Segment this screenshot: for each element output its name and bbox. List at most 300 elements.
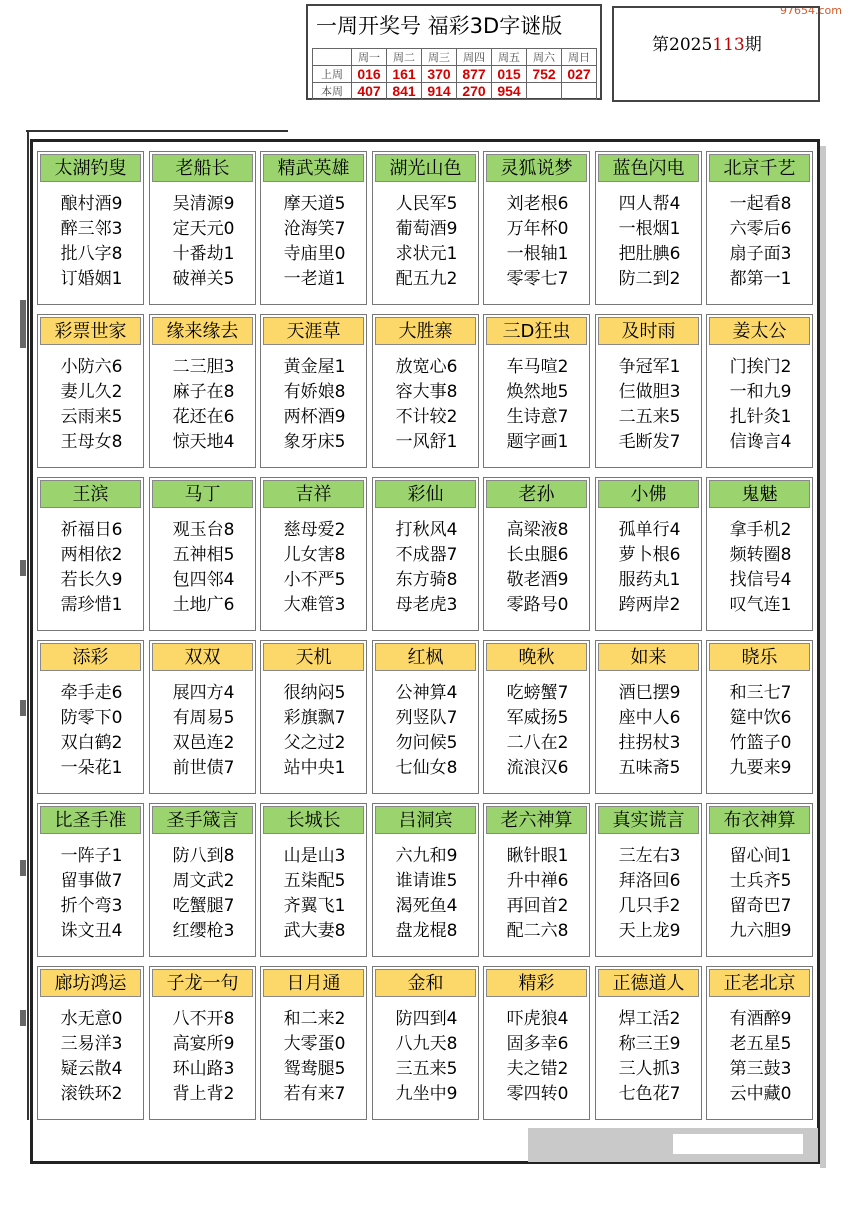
riddle-card [706, 803, 813, 957]
this-week-label: 本周 [313, 83, 352, 100]
riddle-line: 三易洋3 [60, 1034, 123, 1054]
riddle-card [706, 151, 813, 305]
riddle-line: 一和九9 [729, 382, 792, 402]
riddle-line: 盘龙棍8 [395, 921, 458, 941]
riddle-line: 水无意0 [60, 1009, 123, 1029]
riddle-card [260, 477, 367, 631]
card-title: 湖光山色 [375, 154, 476, 182]
riddle-card [595, 803, 702, 957]
riddle-line: 筵中饮6 [729, 708, 792, 728]
riddle-line: 叹气连1 [729, 595, 792, 615]
riddle-line: 一朵花1 [60, 758, 123, 778]
riddle-line: 频转圈8 [729, 545, 792, 565]
riddle-line: 妻儿久2 [60, 382, 123, 402]
draw-number: 027 [562, 66, 597, 83]
riddle-line: 诛文丑4 [60, 921, 123, 941]
card-title: 长城长 [263, 806, 364, 834]
riddle-line: 大零蛋0 [283, 1034, 346, 1054]
riddle-line: 配五九2 [395, 269, 458, 289]
riddle-card [149, 640, 256, 794]
riddle-line: 周文武2 [172, 871, 235, 891]
card-title: 太湖钓叟 [40, 154, 141, 182]
riddle-line: 座中人6 [618, 708, 681, 728]
riddle-line: 八九天8 [395, 1034, 458, 1054]
card-title: 圣手箴言 [152, 806, 253, 834]
card-title: 子龙一句 [152, 969, 253, 997]
riddle-line: 二三胆3 [172, 357, 235, 377]
draw-number: 270 [457, 83, 492, 100]
riddle-card [372, 966, 479, 1120]
draw-number: 370 [422, 66, 457, 83]
card-title: 金和 [375, 969, 476, 997]
site-watermark: 97654.com [780, 4, 842, 17]
draw-number: 016 [352, 66, 387, 83]
riddle-line: 很纳闷5 [283, 683, 346, 703]
riddle-line: 六零后6 [729, 219, 792, 239]
last-week-row [313, 66, 597, 83]
riddle-line: 一风舒1 [395, 432, 458, 452]
riddle-line: 吴清源9 [172, 194, 235, 214]
day-header: 周一 [352, 49, 387, 66]
riddle-line: 士兵齐5 [729, 871, 792, 891]
riddle-card [483, 314, 590, 468]
card-lines [150, 844, 257, 944]
card-title: 大胜寨 [375, 317, 476, 345]
day-header: 周五 [492, 49, 527, 66]
riddle-line: 慈母爱2 [283, 520, 346, 540]
card-lines [373, 518, 480, 618]
card-title: 及时雨 [598, 317, 699, 345]
riddle-line: 流浪汉6 [506, 758, 569, 778]
riddle-line: 公神算4 [395, 683, 458, 703]
riddle-line: 摩天道5 [283, 194, 346, 214]
riddle-card [706, 640, 813, 794]
card-title: 北京千艺 [709, 154, 810, 182]
card-lines [484, 1007, 591, 1107]
card-lines [261, 192, 368, 292]
riddle-line: 拿手机2 [729, 520, 792, 540]
riddle-line: 五柒配5 [283, 871, 346, 891]
riddle-line: 寺庙里0 [283, 244, 346, 264]
riddle-line: 祈福日6 [60, 520, 123, 540]
card-lines [373, 355, 480, 455]
riddle-line: 观玉台8 [172, 520, 235, 540]
riddle-line: 彩旗飘7 [283, 708, 346, 728]
card-lines [38, 681, 145, 781]
riddle-line: 包四邻4 [172, 570, 235, 590]
riddle-card [149, 966, 256, 1120]
riddle-card [260, 151, 367, 305]
riddle-line: 父之过2 [283, 733, 346, 753]
card-title: 吉祥 [263, 480, 364, 508]
card-title: 晓乐 [709, 643, 810, 671]
card-lines [484, 518, 591, 618]
riddle-card [260, 640, 367, 794]
riddle-line: 把肚腆6 [618, 244, 681, 264]
draw-number [527, 83, 562, 100]
riddle-line: 信谗言4 [729, 432, 792, 452]
day-header: 周六 [527, 49, 562, 66]
riddle-card [595, 151, 702, 305]
period-number: 113 [712, 35, 745, 55]
riddle-line: 七色花7 [618, 1084, 681, 1104]
riddle-line: 有娇娘8 [283, 382, 346, 402]
riddle-line: 留事做7 [60, 871, 123, 891]
riddle-line: 再回首2 [506, 896, 569, 916]
riddle-line: 求状元1 [395, 244, 458, 264]
riddle-line: 若长久9 [60, 570, 123, 590]
riddle-line: 有周易5 [172, 708, 235, 728]
riddle-line: 勿问候5 [395, 733, 458, 753]
riddle-line: 东方骑8 [395, 570, 458, 590]
footer-blank [673, 1134, 803, 1154]
card-lines [150, 518, 257, 618]
card-lines [484, 192, 591, 292]
riddle-card [149, 803, 256, 957]
riddle-line: 夫之错2 [506, 1059, 569, 1079]
frame-shadow [820, 146, 826, 1168]
card-title: 真实谎言 [598, 806, 699, 834]
riddle-line: 二五来5 [618, 407, 681, 427]
riddle-line: 高梁液8 [506, 520, 569, 540]
riddle-line: 三左右3 [618, 846, 681, 866]
card-title: 姜太公 [709, 317, 810, 345]
card-lines [150, 192, 257, 292]
card-lines [261, 1007, 368, 1107]
card-lines [707, 192, 814, 292]
card-lines [596, 1007, 703, 1107]
riddle-line: 一老道1 [283, 269, 346, 289]
card-lines [484, 355, 591, 455]
riddle-line: 背上背2 [172, 1084, 235, 1104]
riddle-line: 零路号0 [506, 595, 569, 615]
draw-number: 161 [387, 66, 422, 83]
riddle-card [372, 640, 479, 794]
riddle-line: 留心间1 [729, 846, 792, 866]
riddle-line: 前世债7 [172, 758, 235, 778]
top-divider [26, 130, 288, 132]
riddle-line: 固多幸6 [506, 1034, 569, 1054]
riddle-line: 疑云散4 [60, 1059, 123, 1079]
card-lines [707, 518, 814, 618]
day-header: 周日 [562, 49, 597, 66]
riddle-line: 升中禅6 [506, 871, 569, 891]
riddle-card [706, 966, 813, 1120]
riddle-line: 题字画1 [506, 432, 569, 452]
card-lines [596, 681, 703, 781]
card-title: 布衣神算 [709, 806, 810, 834]
riddle-line: 云中藏0 [729, 1084, 792, 1104]
card-lines [373, 1007, 480, 1107]
card-lines [150, 681, 257, 781]
riddle-line: 两杯酒9 [283, 407, 346, 427]
draw-number: 752 [527, 66, 562, 83]
corner-cell [313, 49, 352, 66]
riddle-card [37, 314, 144, 468]
card-title: 天机 [263, 643, 364, 671]
day-header: 周三 [422, 49, 457, 66]
riddle-line: 麻子在8 [172, 382, 235, 402]
riddle-line: 放宽心6 [395, 357, 458, 377]
riddle-line: 小不严5 [283, 570, 346, 590]
riddle-card [706, 314, 813, 468]
riddle-line: 打秋风4 [395, 520, 458, 540]
card-lines [373, 681, 480, 781]
riddle-line: 仨做胆3 [618, 382, 681, 402]
riddle-line: 齐翼飞1 [283, 896, 346, 916]
header-title: 一周开奖号 福彩3D字谜版 [316, 14, 563, 38]
riddle-line: 防二到2 [618, 269, 681, 289]
draw-number: 914 [422, 83, 457, 100]
card-title: 老六神算 [486, 806, 587, 834]
left-edge-line [27, 130, 29, 1120]
riddle-line: 不成器7 [395, 545, 458, 565]
riddle-line: 服药丸1 [618, 570, 681, 590]
riddle-line: 吓虎狼4 [506, 1009, 569, 1029]
riddle-line: 五神相5 [172, 545, 235, 565]
edge-tick [20, 860, 26, 876]
riddle-line: 批八字8 [60, 244, 123, 264]
riddle-line: 滚铁环2 [60, 1084, 123, 1104]
draw-number: 877 [457, 66, 492, 83]
riddle-line: 九坐中9 [395, 1084, 458, 1104]
riddle-line: 留奇巴7 [729, 896, 792, 916]
card-lines [261, 844, 368, 944]
riddle-line: 有酒醉9 [729, 1009, 792, 1029]
card-title: 正老北京 [709, 969, 810, 997]
riddle-line: 六九和9 [395, 846, 458, 866]
riddle-line: 一根轴1 [506, 244, 569, 264]
riddle-card [37, 151, 144, 305]
riddle-line: 拜洛回6 [618, 871, 681, 891]
riddle-line: 竹篮子0 [729, 733, 792, 753]
riddle-line: 瞅针眼1 [506, 846, 569, 866]
riddle-line: 云雨来5 [60, 407, 123, 427]
riddle-line: 牵手走6 [60, 683, 123, 703]
riddle-line: 吃蟹腿7 [172, 896, 235, 916]
card-title: 精武英雄 [263, 154, 364, 182]
riddle-line: 防零下0 [60, 708, 123, 728]
riddle-line: 母老虎3 [395, 595, 458, 615]
riddle-line: 若有来7 [283, 1084, 346, 1104]
riddle-line: 敬老酒9 [506, 570, 569, 590]
card-title: 红枫 [375, 643, 476, 671]
card-lines [707, 1007, 814, 1107]
riddle-line: 找信号4 [729, 570, 792, 590]
card-title: 老船长 [152, 154, 253, 182]
riddle-line: 三五来5 [395, 1059, 458, 1079]
riddle-line: 长虫腿6 [506, 545, 569, 565]
card-title: 吕洞宾 [375, 806, 476, 834]
draw-number: 407 [352, 83, 387, 100]
card-lines [150, 1007, 257, 1107]
card-lines [484, 681, 591, 781]
card-lines [596, 518, 703, 618]
card-lines [38, 192, 145, 292]
riddle-line: 破禅关5 [172, 269, 235, 289]
riddle-line: 一根烟1 [618, 219, 681, 239]
card-title: 如来 [598, 643, 699, 671]
card-title: 日月通 [263, 969, 364, 997]
day-header: 周四 [457, 49, 492, 66]
period-box [612, 6, 820, 102]
riddle-line: 一阵子1 [60, 846, 123, 866]
card-lines [707, 355, 814, 455]
riddle-line: 老五星5 [729, 1034, 792, 1054]
card-title: 廊坊鸿运 [40, 969, 141, 997]
card-title: 三D狂虫 [486, 317, 587, 345]
draw-number [562, 83, 597, 100]
period-prefix: 第2025 [652, 35, 713, 55]
this-week-row [313, 83, 597, 100]
riddle-card [706, 477, 813, 631]
riddle-line: 刘老根6 [506, 194, 569, 214]
riddle-line: 都第一1 [729, 269, 792, 289]
card-title: 缘来缘去 [152, 317, 253, 345]
riddle-line: 需珍惜1 [60, 595, 123, 615]
riddle-card [595, 640, 702, 794]
weekly-results-box [306, 4, 602, 100]
riddle-line: 配二六8 [506, 921, 569, 941]
day-header: 周二 [387, 49, 422, 66]
riddle-line: 红缨枪3 [172, 921, 235, 941]
riddle-line: 九要来9 [729, 758, 792, 778]
riddle-line: 黄金屋1 [283, 357, 346, 377]
riddle-line: 天上龙9 [618, 921, 681, 941]
riddle-line: 吃螃蟹7 [506, 683, 569, 703]
card-lines [261, 518, 368, 618]
card-title: 老孙 [486, 480, 587, 508]
riddle-card [483, 640, 590, 794]
card-lines [38, 1007, 145, 1107]
last-week-label: 上周 [313, 66, 352, 83]
card-title: 鬼魅 [709, 480, 810, 508]
edge-tick [20, 316, 26, 332]
riddle-line: 山是山3 [283, 846, 346, 866]
days-row [313, 49, 597, 66]
riddle-card [37, 803, 144, 957]
riddle-card [483, 966, 590, 1120]
card-title: 彩仙 [375, 480, 476, 508]
riddle-line: 萝卜根6 [618, 545, 681, 565]
riddle-line: 儿女害8 [283, 545, 346, 565]
card-lines [38, 844, 145, 944]
card-lines [484, 844, 591, 944]
card-lines [261, 355, 368, 455]
period-suffix: 期 [744, 35, 762, 55]
riddle-line: 零零七7 [506, 269, 569, 289]
riddle-line: 酒巳摆9 [618, 683, 681, 703]
riddle-line: 扎针灸1 [729, 407, 792, 427]
riddle-line: 订婚姻1 [60, 269, 123, 289]
weekly-results-table [312, 48, 597, 100]
card-title: 小佛 [598, 480, 699, 508]
riddle-card [37, 640, 144, 794]
riddle-line: 扇子面3 [729, 244, 792, 264]
riddle-line: 第三鼓3 [729, 1059, 792, 1079]
card-lines [596, 355, 703, 455]
card-lines [38, 518, 145, 618]
riddle-card [595, 314, 702, 468]
riddle-line: 花还在6 [172, 407, 235, 427]
card-title: 双双 [152, 643, 253, 671]
riddle-line: 防四到4 [395, 1009, 458, 1029]
riddle-line: 醉三邻3 [60, 219, 123, 239]
edge-tick [20, 332, 26, 348]
edge-tick [20, 300, 26, 316]
riddle-line: 和二来2 [283, 1009, 346, 1029]
card-lines [38, 355, 145, 455]
riddle-line: 焊工活2 [618, 1009, 681, 1029]
riddle-line: 王母女8 [60, 432, 123, 452]
riddle-line: 人民军5 [395, 194, 458, 214]
riddle-line: 象牙床5 [283, 432, 346, 452]
riddle-line: 几只手2 [618, 896, 681, 916]
riddle-card [260, 966, 367, 1120]
card-lines [596, 192, 703, 292]
card-title: 比圣手准 [40, 806, 141, 834]
riddle-line: 称三王9 [618, 1034, 681, 1054]
riddle-line: 环山路3 [172, 1059, 235, 1079]
draw-number: 841 [387, 83, 422, 100]
riddle-card [372, 803, 479, 957]
edge-tick [20, 700, 26, 716]
riddle-line: 高宴所9 [172, 1034, 235, 1054]
card-lines [707, 844, 814, 944]
riddle-line: 展四方4 [172, 683, 235, 703]
riddle-card [483, 477, 590, 631]
card-lines [373, 844, 480, 944]
card-title: 王滨 [40, 480, 141, 508]
riddle-card [595, 477, 702, 631]
riddle-line: 站中央1 [283, 758, 346, 778]
riddle-line: 双白鹤2 [60, 733, 123, 753]
riddle-card [372, 151, 479, 305]
riddle-line: 惊天地4 [172, 432, 235, 452]
riddle-line: 酿村酒9 [60, 194, 123, 214]
riddle-card [149, 314, 256, 468]
riddle-line: 拄拐杖3 [618, 733, 681, 753]
riddle-line: 焕然地5 [506, 382, 569, 402]
riddle-line: 土地广6 [172, 595, 235, 615]
riddle-line: 两相依2 [60, 545, 123, 565]
card-title: 精彩 [486, 969, 587, 997]
riddle-line: 防八到8 [172, 846, 235, 866]
riddle-line: 折个弯3 [60, 896, 123, 916]
card-title: 天涯草 [263, 317, 364, 345]
card-title: 马丁 [152, 480, 253, 508]
riddle-line: 双邑连2 [172, 733, 235, 753]
riddle-line: 定天元0 [172, 219, 235, 239]
card-lines [150, 355, 257, 455]
riddle-line: 生诗意7 [506, 407, 569, 427]
riddle-card [483, 803, 590, 957]
riddle-line: 孤单行4 [618, 520, 681, 540]
card-title: 添彩 [40, 643, 141, 671]
riddle-line: 一起看8 [729, 194, 792, 214]
card-lines [373, 192, 480, 292]
riddle-card [260, 314, 367, 468]
riddle-card [37, 966, 144, 1120]
card-title: 蓝色闪电 [598, 154, 699, 182]
card-title: 晚秋 [486, 643, 587, 671]
card-title: 正德道人 [598, 969, 699, 997]
riddle-line: 容大事8 [395, 382, 458, 402]
riddle-line: 五味斋5 [618, 758, 681, 778]
riddle-line: 九六胆9 [729, 921, 792, 941]
riddle-line: 和三七7 [729, 683, 792, 703]
riddle-card [149, 477, 256, 631]
